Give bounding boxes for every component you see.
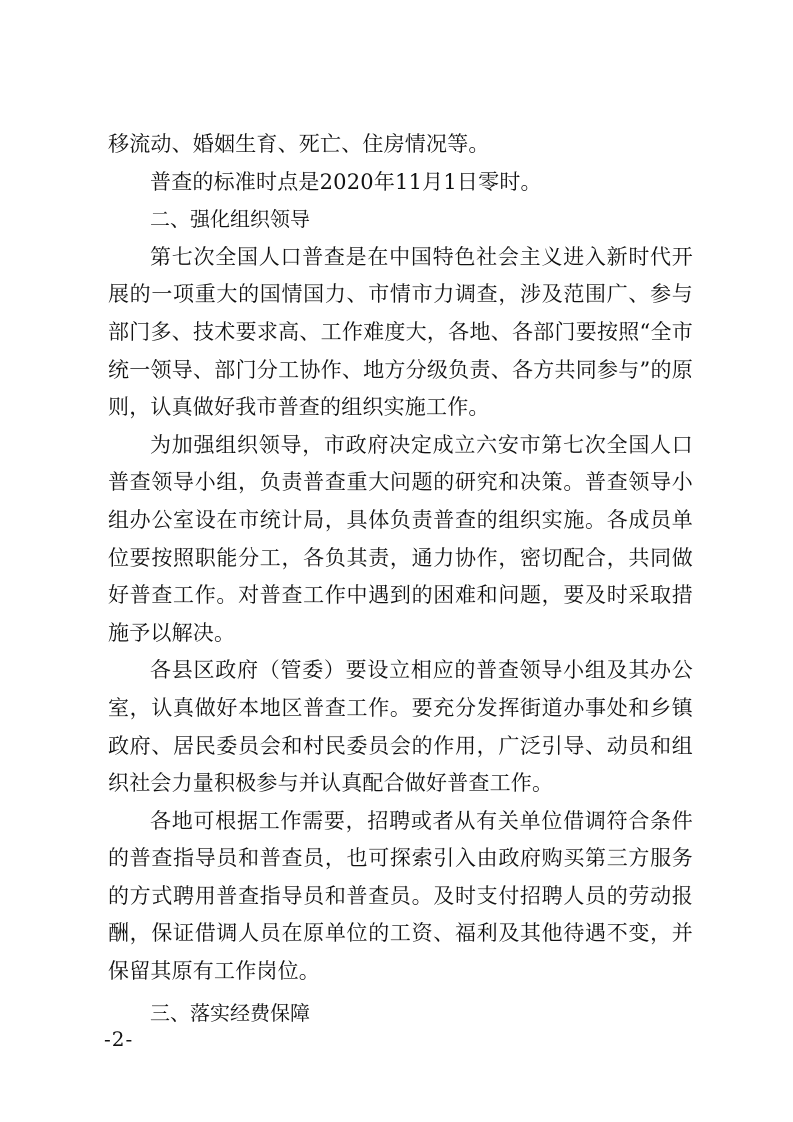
paragraph-census-time: 普查的标准时点是2020年11月1日零时。: [150, 169, 542, 194]
paragraph-leading-group: 为加强组织领导，市政府决定成立六安市第七次全国人口普查领导小组，负责普查重大问题的研究和决策。普查领导小组办公室设在市统计局，具体负责普查的组织实施。各成员单位要按照职能分工，各负其责，通力协作，密切配合，共同做好普查工作。对普查工作中遇到的困难和问题，要及时采取措施予以解决。: [108, 432, 693, 645]
paragraph-continuation: 移流动、婚姻生育、死亡、住房情况等。: [108, 132, 490, 156]
paragraph-census-importance: 第七次全国人口普查是在中国特色社会主义进入新时代开展的一项重大的国情国力、市情市力调查，涉及范围广、参与部门多、技术要求高、工作难度大，各地、各部门要按照“全市统一领导、部门分工协作、地方分级负责、各方共同参与”的原则，认真做好我市普查的组织实施工作。: [108, 244, 693, 420]
paragraph-county-governments: 各县区政府（管委）要设立相应的普查领导小组及其办公室，认真做好本地区普查工作。要充分发挥街道办事处和乡镇政府、居民委员会和村民委员会的作用，广泛引导、动员和组织社会力量积极参与并认真配合做好普查工作。: [108, 658, 693, 796]
section-heading-organization: 二、强化组织领导: [150, 207, 310, 232]
paragraph-recruitment: 各地可根据工作需要，招聘或者从有关单位借调符合条件的普查指导员和普查员，也可探索引入由政府购买第三方服务的方式聘用普查指导员和普查员。及时支付招聘人员的劳动报酬，保证借调人员在原单位的工资、福利及其他待遇不变，并保留其原有工作岗位。: [108, 808, 693, 984]
page-number: -2-: [104, 1027, 134, 1051]
document-body: [108, 126, 693, 1032]
section-heading-funding: 三、落实经费保障: [150, 1000, 310, 1025]
